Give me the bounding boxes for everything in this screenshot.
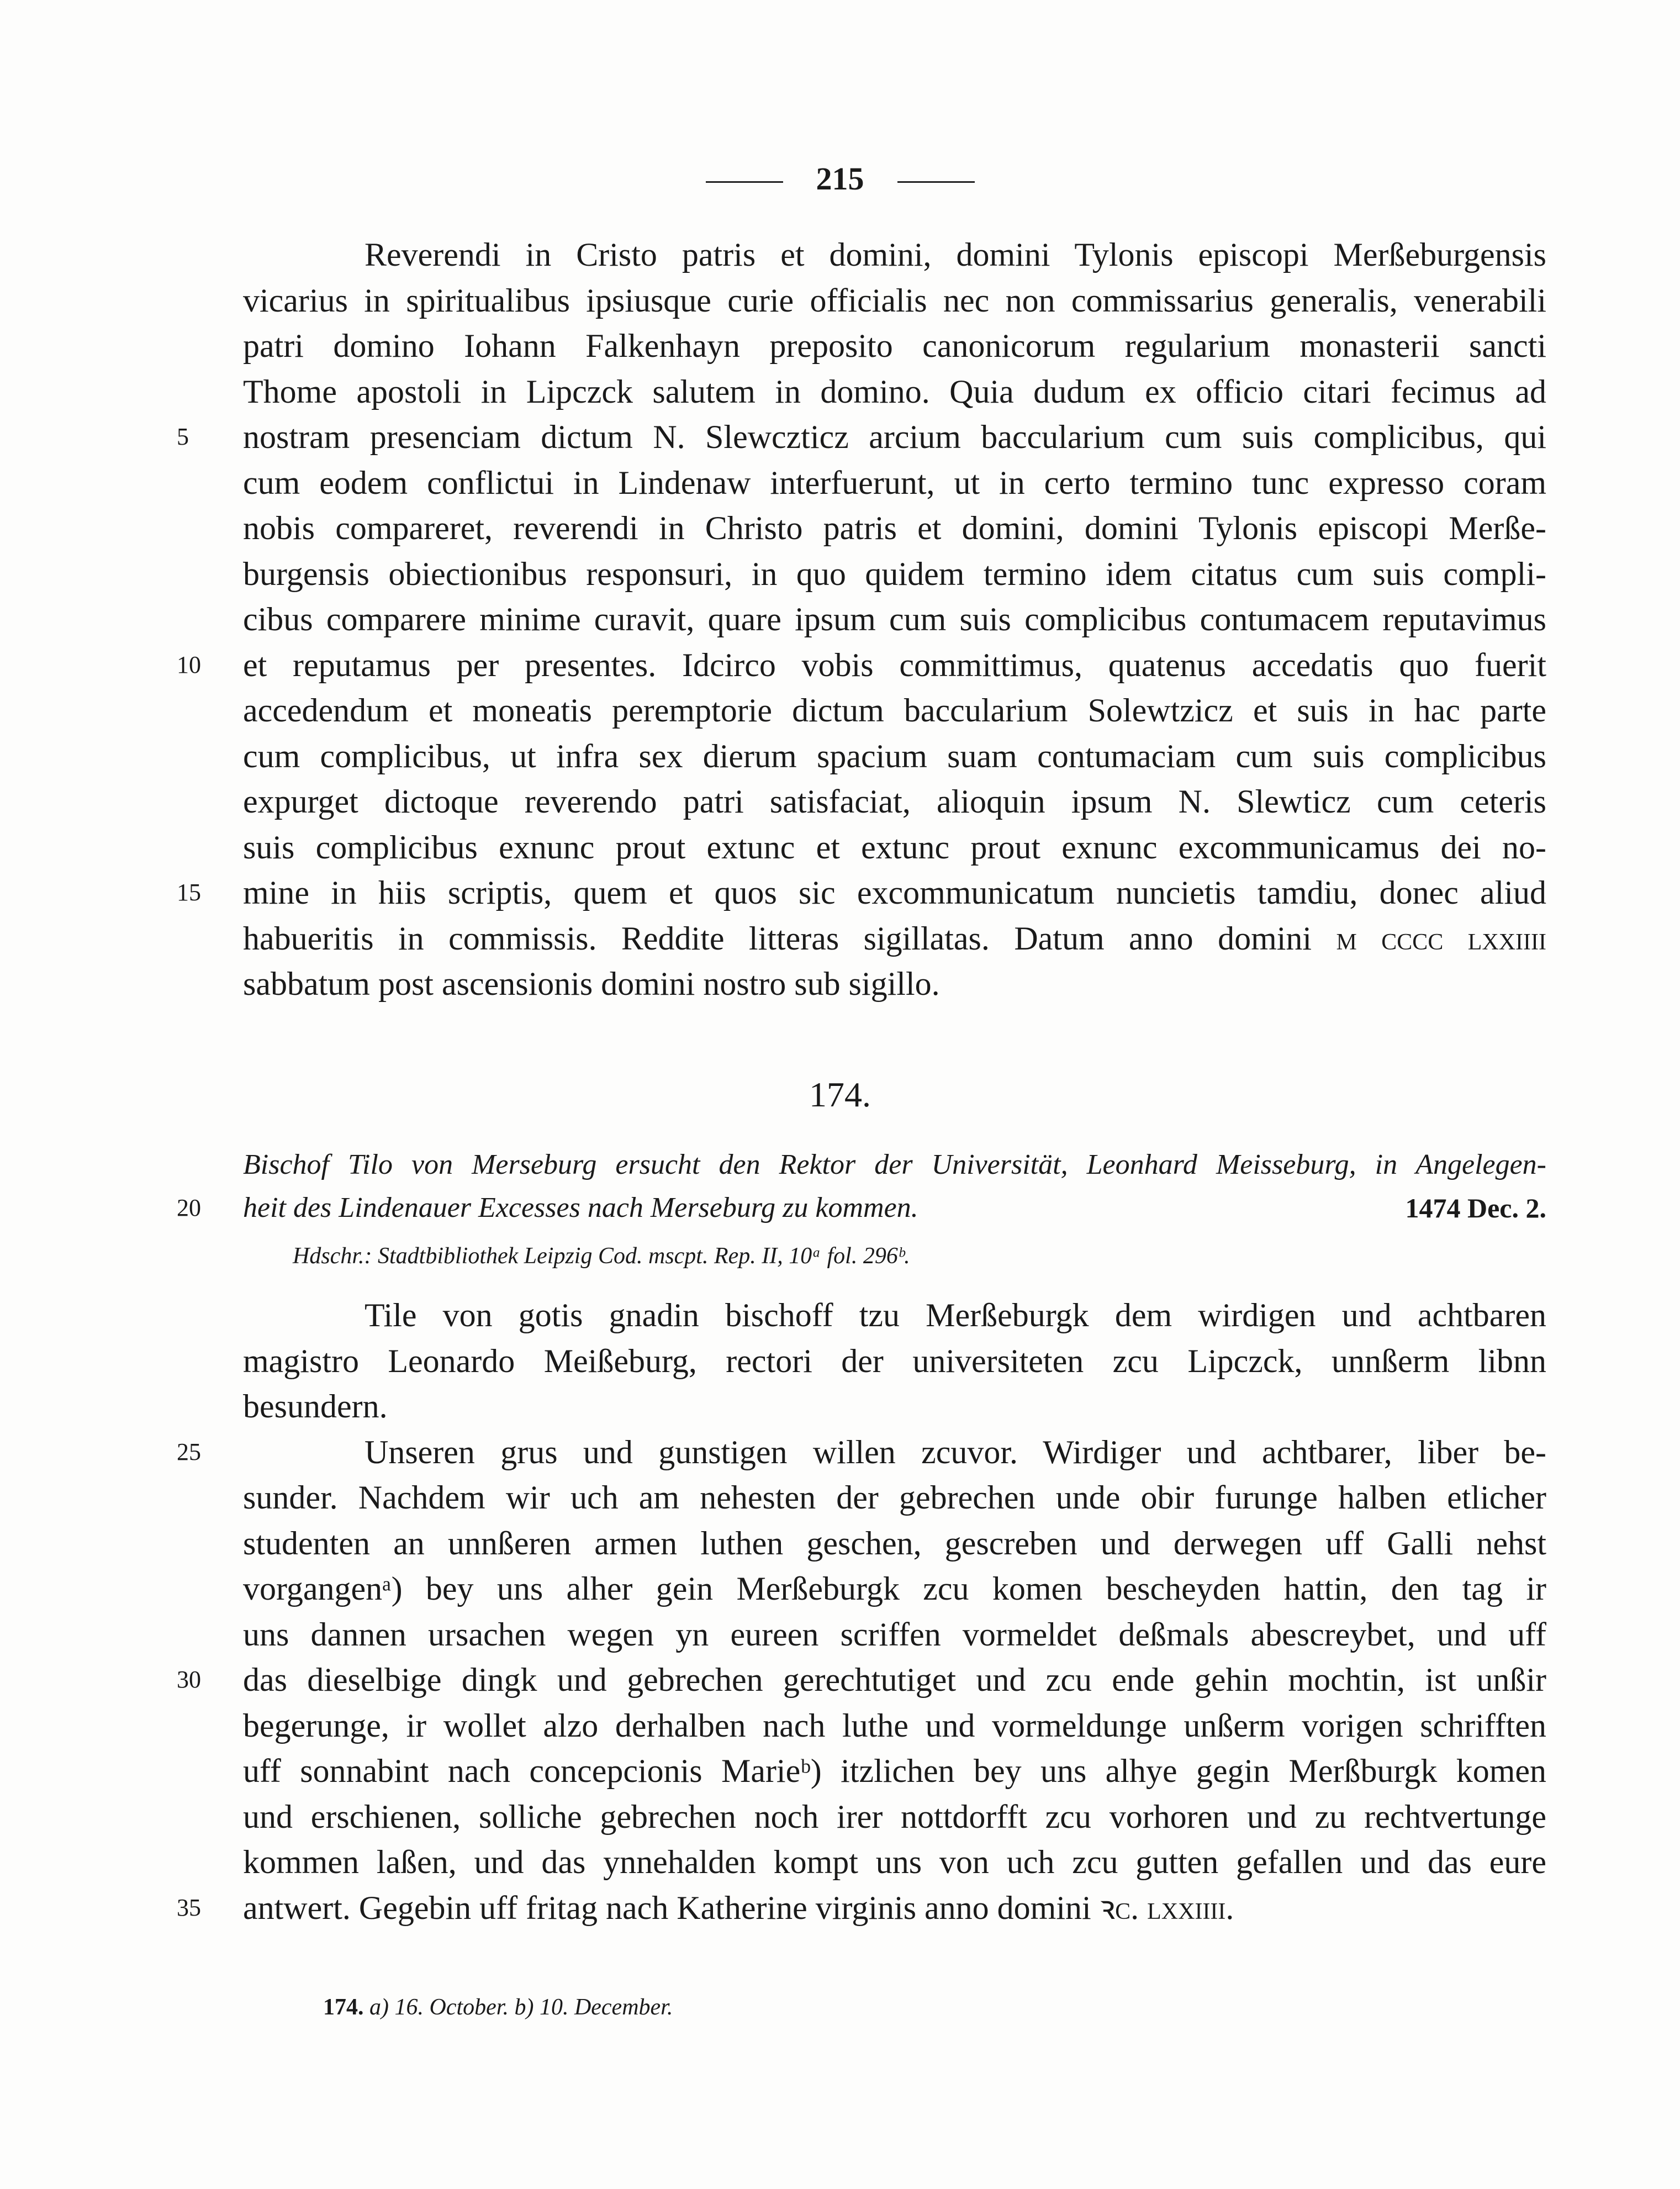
roman-date: m cccc lxxiiii — [1336, 920, 1547, 957]
text-line: Reverendi in Cristo patris et domini, domini Tylonis episcopi Merßeburgensis — [364, 236, 1546, 273]
text-line: patri domino Iohann Falkenhayn preposito canonicorum regularium monasterii sancti — [243, 328, 1546, 364]
text-line: besundern. — [243, 1388, 388, 1425]
header-rule-right — [897, 181, 975, 183]
text-line: 5 nostram presenciam dictum N. Slewczticz arcium baccularium cum suis complicibus, qui — [243, 414, 1546, 460]
page-number: 215 — [816, 161, 864, 197]
text-line: expurget dictoque reverendo patri satisfaciat, alioquin ipsum N. Slewticz cum ceteris — [243, 783, 1546, 820]
doc174-text — [177, 1293, 1546, 1930]
text-line: 35 antwert. Gegebin uff fritag nach Katherine virginis anno domini ꝛc. lxxiiii. — [243, 1885, 1546, 1931]
footnotes — [323, 1994, 673, 2021]
line-number: 5 — [177, 423, 189, 450]
line-number: 30 — [177, 1666, 201, 1693]
page-header — [0, 160, 1680, 197]
text-line: studenten an unnßeren armen luthen geschen, gescreben und derwegen uff Galli nehst — [243, 1525, 1546, 1562]
line-number: 10 — [177, 651, 201, 678]
text-line: 25 Unseren grus und gunstigen willen zcuvor. Wirdiger und achtbarer, liber be- — [243, 1430, 1546, 1475]
header-rule-left — [706, 181, 783, 183]
text-line: uff sonnabint nach concepcionis Marieᵇ) itzlichen bey uns alhye gegin Merßburgk komen — [243, 1753, 1546, 1789]
line-number: 25 — [177, 1438, 201, 1465]
text-line: 30 das dieselbige dingk und gebrechen gerechtutiget und zcu ende gehin mochtin, ist unßir — [243, 1657, 1546, 1703]
text-line: 10 et reputamus per presentes. Idcirco vobis committimus, quatenus accedatis quo fuerit — [243, 642, 1546, 688]
footnote-label: 174. — [323, 1995, 364, 2020]
text-line: magistro Leonardo Meißeburg, rectori der universiteten zcu Lipczck, unnßerm libnn — [243, 1342, 1546, 1379]
text-line: burgensis obiectionibus responsuri, in quo quidem termino idem citatus cum suis compli- — [243, 555, 1546, 592]
regest — [177, 1143, 1546, 1230]
line-number: 35 — [177, 1893, 201, 1921]
text-line: begerunge, ir wollet alzo derhalben nach luthe und vormeldunge unßerm vorigen schrifften — [243, 1707, 1546, 1744]
text-line: vicarius in spiritualibus ipsiusque curie officialis nec non commissarius generalis, venerabili — [243, 282, 1546, 319]
roman-date: ꝛc. lxxiiii. — [1099, 1889, 1234, 1926]
text-line: sabbatum post ascensionis domini nostro sub sigillo. — [243, 966, 940, 1002]
document-date: 1474 Dec. 2. — [1405, 1193, 1546, 1223]
doc173-text — [177, 232, 1547, 1007]
text-line: cibus comparere minime curavit, quare ipsum cum suis complicibus contumacem reputavimus — [243, 601, 1546, 637]
text-line: sunder. Nachdem wir uch am nehesten der gebrechen unde obir furunge halben etlicher — [243, 1479, 1546, 1516]
text-line: Thome apostoli in Lipczck salutem in domino. Quia dudum ex officio citari fecimus ad — [243, 373, 1546, 410]
regest-line: 20 heit des Lindenauer Excesses nach Merseburg zu kommen. 1474 Dec. 2. — [243, 1186, 1546, 1230]
text-line: habueritis in commissis. Reddite litteras sigillatas. Datum anno domini m cccc lxxiiii — [243, 920, 1547, 957]
text-line: cum complicibus, ut infra sex dierum spacium suam contumaciam cum suis complicibus — [243, 737, 1546, 774]
text-line: nobis compareret, reverendi in Christo patris et domini, domini Tylonis episcopi Merße- — [243, 510, 1546, 546]
text-line: cum eodem conflictui in Lindenaw interfuerunt, ut in certo termino tunc expresso coram — [243, 464, 1546, 501]
document-number: 174. — [809, 1075, 871, 1114]
text-line: 15 mine in hiis scriptis, quem et quos sic excommunicatum nuncietis tamdiu, donec aliud — [243, 870, 1546, 916]
line-number: 15 — [177, 879, 201, 906]
regest-line: Bischof Tilo von Merseburg ersucht den Rektor der Universität, Leonhard Meisseburg, in Angelegen- — [243, 1149, 1546, 1180]
text-line: und erschienen, solliche gebrechen noch irer nottdorfft zcu vorhoren und zu rechtvertunge — [243, 1798, 1546, 1835]
text-line: vorgangenᵃ) bey uns alher gein Merßeburgk zcu komen bescheyden hattin, den tag ir — [243, 1570, 1546, 1607]
text-line: Tile von gotis gnadin bischoff tzu Merßeburgk dem wirdigen und achtbaren — [364, 1297, 1546, 1333]
line-number: 20 — [177, 1194, 201, 1221]
text-line: suis complicibus exnunc prout extunc et extunc prout exnunc excommunicamus dei no- — [243, 829, 1546, 866]
text-line: kommen laßen, und das ynnehalden kompt uns von uch zcu gutten gefallen und das eure — [243, 1844, 1546, 1880]
footnote-text: a) 16. October. b) 10. December. — [369, 1995, 673, 2020]
text-line: accedendum et moneatis peremptorie dictum baccularium Solewtzicz et suis in hac parte — [243, 692, 1546, 729]
text-line: uns dannen ursachen wegen yn eureen scriffen vormeldet deßmals abescreybet, und uff — [243, 1616, 1546, 1653]
manuscript-source: Hdschr.: Stadtbibliothek Leipzig Cod. mscpt. Rep. II, 10ᵃ fol. 296ᵇ. — [293, 1243, 910, 1269]
